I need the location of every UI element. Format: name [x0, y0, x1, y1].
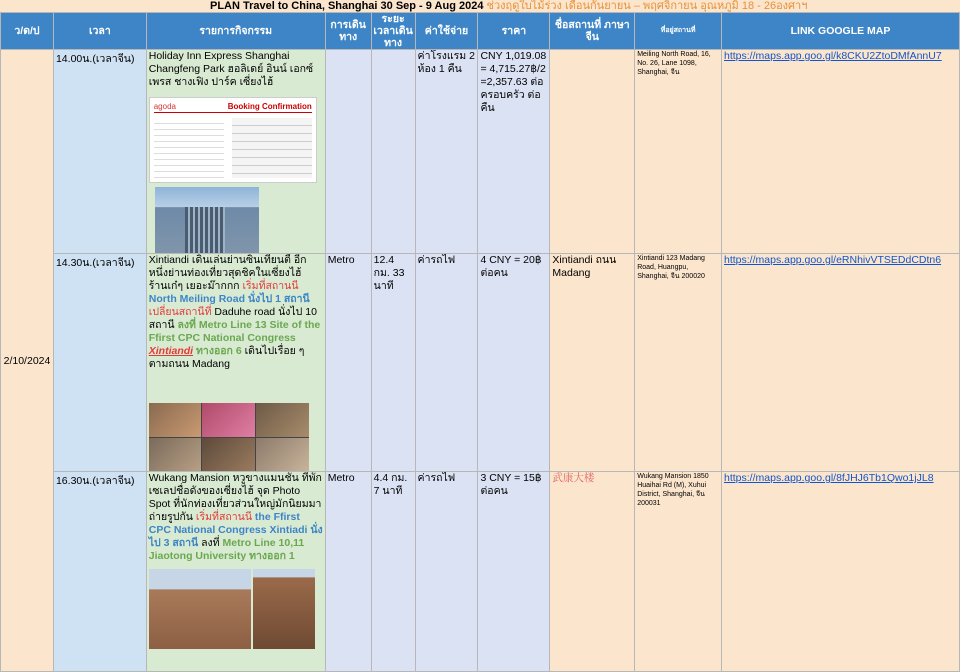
- map-link[interactable]: https://maps.app.goo.gl/k8CKU2ZtoDMfAnnU7: [724, 50, 942, 62]
- transport-cell[interactable]: Metro: [325, 254, 371, 472]
- time-cell[interactable]: 16.30น.(เวลาจีน): [53, 472, 146, 672]
- table-row: [1, 50, 960, 254]
- activity-cell[interactable]: [146, 50, 325, 254]
- header-map[interactable]: LINK GOOGLE MAP: [722, 13, 960, 50]
- transport-cell[interactable]: [325, 50, 371, 254]
- title-note: ช่วงฤดูใบไม้ร่วง เดือนกันยายน – พฤศจิกายน อุณหภูมิ 18 - 26องศาฯ: [486, 0, 808, 12]
- header-transport[interactable]: การเดินทาง: [325, 13, 371, 50]
- distance-cell[interactable]: [371, 50, 415, 254]
- map-cell[interactable]: [722, 50, 960, 254]
- booking-confirmation-image: [149, 97, 317, 183]
- expense-cell[interactable]: ค่ารถไฟ: [415, 472, 478, 672]
- map-link[interactable]: https://maps.app.goo.gl/eRNhivVTSEDdCDtn6: [724, 254, 942, 266]
- header-row: [1, 13, 960, 50]
- activity-cell[interactable]: [146, 472, 325, 672]
- time-cell[interactable]: 14.00น.(เวลาจีน): [53, 50, 146, 254]
- booking-title: Booking Confirmation: [227, 102, 312, 111]
- price-cell[interactable]: CNY 1,019.08 = 4,715.27฿/2 =2,357.63 ต่อครอบครัว ต่อคืน: [478, 50, 550, 254]
- header-place-cn[interactable]: ชื่อสถานที่ ภาษาจีน: [550, 13, 635, 50]
- price-cell[interactable]: 3 CNY = 15฿ ต่อคน: [478, 472, 550, 672]
- address-cell[interactable]: Xintiandi 123 Madang Road, Huangpu, Shanghai, จีน 200020: [635, 254, 722, 472]
- map-cell[interactable]: [722, 254, 960, 472]
- map-link[interactable]: https://maps.app.goo.gl/8fJHJ6Tb1Qwo1jJL8: [724, 472, 934, 484]
- header-activity[interactable]: รายการกิจกรรม: [146, 13, 325, 50]
- activity-cell[interactable]: [146, 254, 325, 472]
- address-cell[interactable]: Meiling North Road, 16, No. 26, Lane 1098, Shanghai, จีน: [635, 50, 722, 254]
- header-time[interactable]: เวลา: [53, 13, 146, 50]
- expense-cell[interactable]: ค่ารถไฟ: [415, 254, 478, 472]
- transport-cell[interactable]: Metro: [325, 472, 371, 672]
- wukang-mansion-photo: [149, 569, 315, 649]
- sheet-title: [0, 0, 960, 12]
- price-cell[interactable]: 4 CNY = 20฿ ต่อคน: [478, 254, 550, 472]
- activity-text: Holiday Inn Express Shanghai Changfeng Park ฮอลิเดย์ อินน์ เอกซ์เพรส ชางเฟิง ปาร์ค เซี่ยงไฮ้: [148, 50, 314, 88]
- distance-cell[interactable]: 4.4 กม. 7 นาที: [371, 472, 415, 672]
- place-cn-cell[interactable]: 武康大楼: [550, 472, 635, 672]
- table-row: [1, 472, 960, 672]
- hotel-photo: [155, 187, 259, 253]
- agoda-logo: agoda: [153, 102, 176, 111]
- date-cell[interactable]: 2/10/2024: [1, 50, 54, 672]
- expense-cell[interactable]: ค่าโรงแรม 2 ห้อง 1 คืน: [415, 50, 478, 254]
- header-expense[interactable]: ค่าใช้จ่าย: [415, 13, 478, 50]
- title-main: PLAN Travel to China, Shanghai 30 Sep - 9 Aug 2024: [210, 0, 484, 12]
- place-cn-cell[interactable]: Xintiandi ถนน Madang: [550, 254, 635, 472]
- distance-cell[interactable]: 12.4 กม. 33 นาที: [371, 254, 415, 472]
- header-distance[interactable]: ระยะเวลาเดินทาง: [371, 13, 415, 50]
- place-cn-cell[interactable]: [550, 50, 635, 254]
- map-cell[interactable]: [722, 472, 960, 672]
- header-date[interactable]: ว/ด/ป: [1, 13, 54, 50]
- header-address[interactable]: ที่อยู่สถานที่: [635, 13, 722, 50]
- activity-text: Xintiandi เดินเล่นย่านซินเทียนตี้ อีกหนึ่งย่านท่องเที่ยวสุดชิคในเซี่ยงไฮ้ ร้านเก๋ๆ เยอะม๊ากกก เริ่มที่สถานนี North Meiling Road นั่งไป 1 สถานี เปลี่ยนสถานีที่ Daduhe road นั่งไป 10 สถานี ลงที่ Metro Line 13 Site of the Ffirst CPC National Congress Xintiandi ทางออก 6 เดินไปเรื่อย ๆ ตามถนน Madang: [148, 254, 321, 370]
- activity-text: Wukang Mansion หวูขางแมนชั่น ที่พักเซเลปชื่อดังของเซี่ยงไฮ้ จุด Photo Spot ที่นักท่องเที่ยวส่วนใหญ่มักนิยมมาถ่ายรูปกัน เริ่มที่สถานนี the Ffirst CPC National Congress Xintiadi นั่งไป 3 สถานี ลงที่ Metro Line 10,11 Jiaotong University ทางออก 1: [148, 472, 323, 562]
- header-price[interactable]: ราคา: [478, 13, 550, 50]
- plan-table: [0, 12, 960, 672]
- table-row: [1, 254, 960, 472]
- time-cell[interactable]: 14.30น.(เวลาจีน): [53, 254, 146, 472]
- address-cell[interactable]: Wukang Mansion 1850 Huaihai Rd (M), Xuhui District, Shanghai, จีน 200031: [635, 472, 722, 672]
- xintiandi-photo: [149, 403, 309, 471]
